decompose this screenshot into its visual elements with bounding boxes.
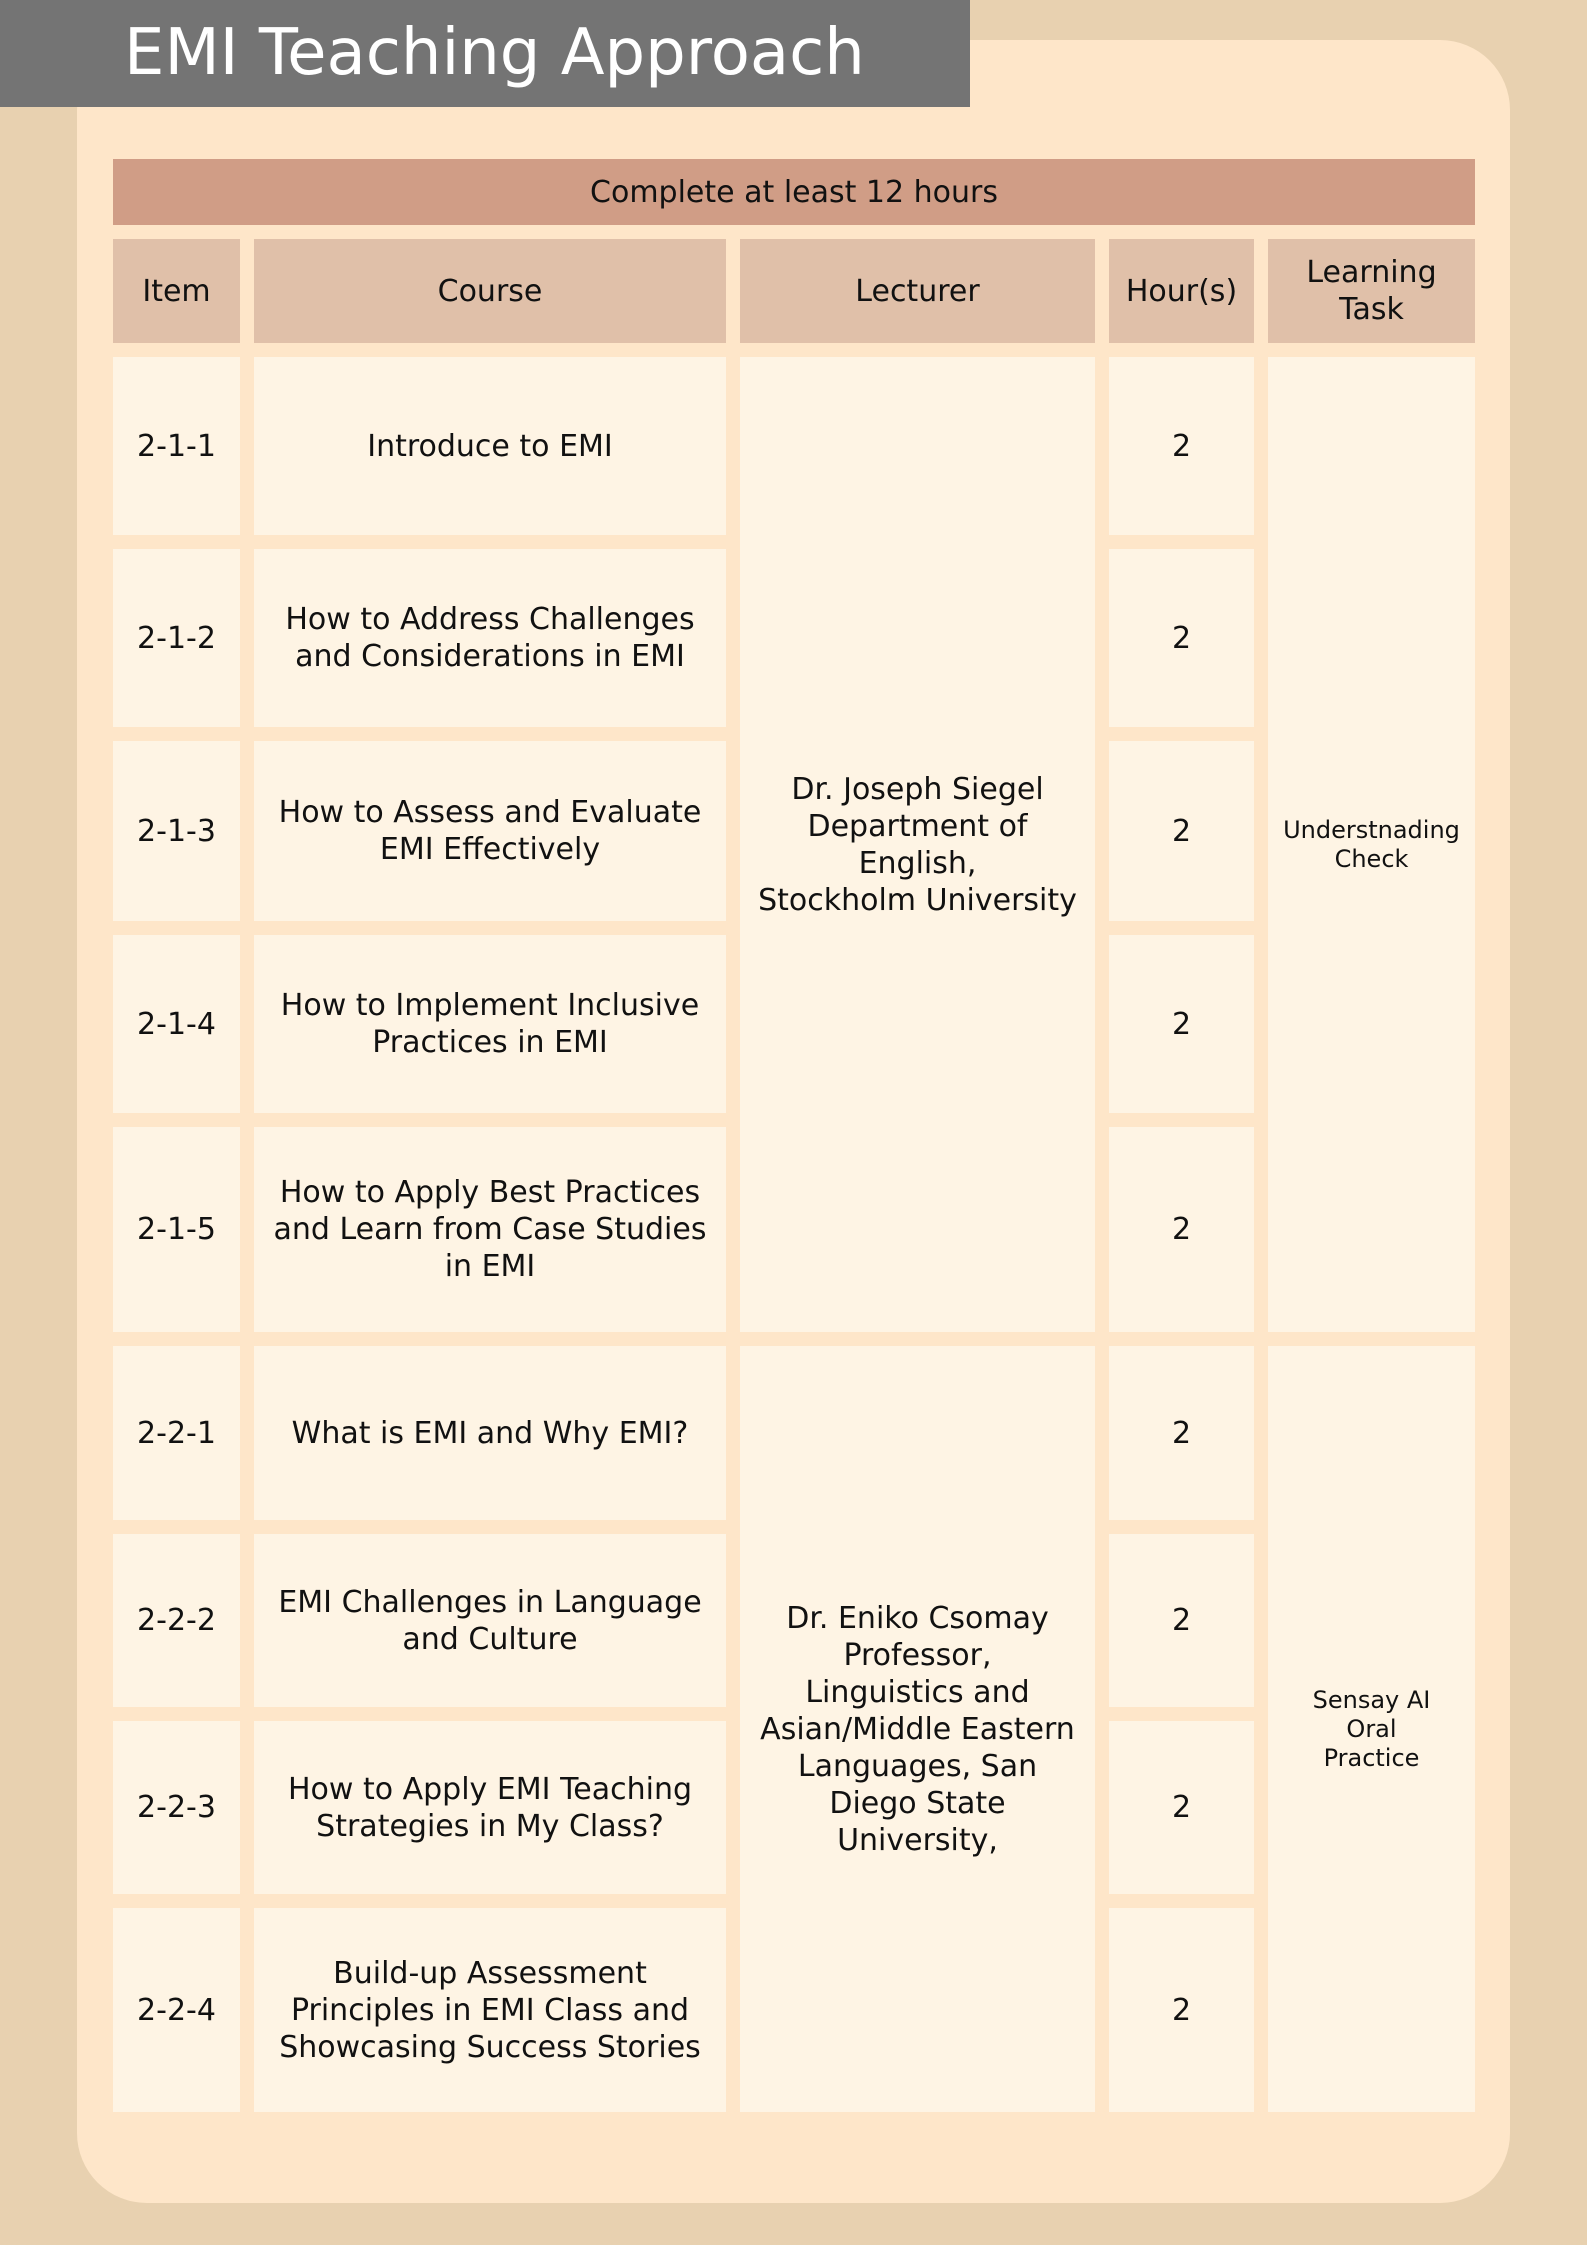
row-item: 2-2-1 xyxy=(113,1346,240,1520)
row-course: What is EMI and Why EMI? xyxy=(254,1346,726,1520)
row-course: EMI Challenges in Language and Culture xyxy=(254,1534,726,1707)
row-item: 2-1-4 xyxy=(113,935,240,1113)
row-item: 2-1-2 xyxy=(113,549,240,727)
page-title: EMI Teaching Approach xyxy=(124,16,865,90)
row-item: 2-2-2 xyxy=(113,1534,240,1707)
lecturer-cell: Dr. Joseph Siegel Department of English, Stockholm University xyxy=(740,357,1095,1332)
row-hours: 2 xyxy=(1109,1721,1254,1894)
header-course: Course xyxy=(254,239,726,343)
header-hours: Hour(s) xyxy=(1109,239,1254,343)
row-hours: 2 xyxy=(1109,1127,1254,1332)
row-course: How to Address Challenges and Considerations in EMI xyxy=(254,549,726,727)
header-learning-task: Learning Task xyxy=(1268,239,1475,343)
row-hours: 2 xyxy=(1109,357,1254,535)
row-course: How to Apply EMI Teaching Strategies in My Class? xyxy=(254,1721,726,1894)
learning-task-cell: Understnading Check xyxy=(1268,357,1475,1332)
row-hours: 2 xyxy=(1109,741,1254,921)
row-item: 2-1-3 xyxy=(113,741,240,921)
row-course: How to Apply Best Practices and Learn from Case Studies in EMI xyxy=(254,1127,726,1332)
title-bar xyxy=(0,0,970,107)
hours-requirement-banner: Complete at least 12 hours xyxy=(113,159,1475,225)
row-hours: 2 xyxy=(1109,1534,1254,1707)
row-hours: 2 xyxy=(1109,549,1254,727)
learning-task-cell: Sensay AI Oral Practice xyxy=(1268,1346,1475,2112)
row-item: 2-2-4 xyxy=(113,1908,240,2112)
row-course: Build-up Assessment Principles in EMI Class and Showcasing Success Stories xyxy=(254,1908,726,2112)
row-item: 2-1-5 xyxy=(113,1127,240,1332)
header-item: Item xyxy=(113,239,240,343)
row-item: 2-1-1 xyxy=(113,357,240,535)
row-item: 2-2-3 xyxy=(113,1721,240,1894)
row-course: How to Assess and Evaluate EMI Effectively xyxy=(254,741,726,921)
row-hours: 2 xyxy=(1109,1346,1254,1520)
row-hours: 2 xyxy=(1109,1908,1254,2112)
row-hours: 2 xyxy=(1109,935,1254,1113)
row-course: Introduce to EMI xyxy=(254,357,726,535)
row-course: How to Implement Inclusive Practices in EMI xyxy=(254,935,726,1113)
header-lecturer: Lecturer xyxy=(740,239,1095,343)
lecturer-cell: Dr. Eniko Csomay Professor, Linguistics and Asian/Middle Eastern Languages, San Diego State University, xyxy=(740,1346,1095,2112)
